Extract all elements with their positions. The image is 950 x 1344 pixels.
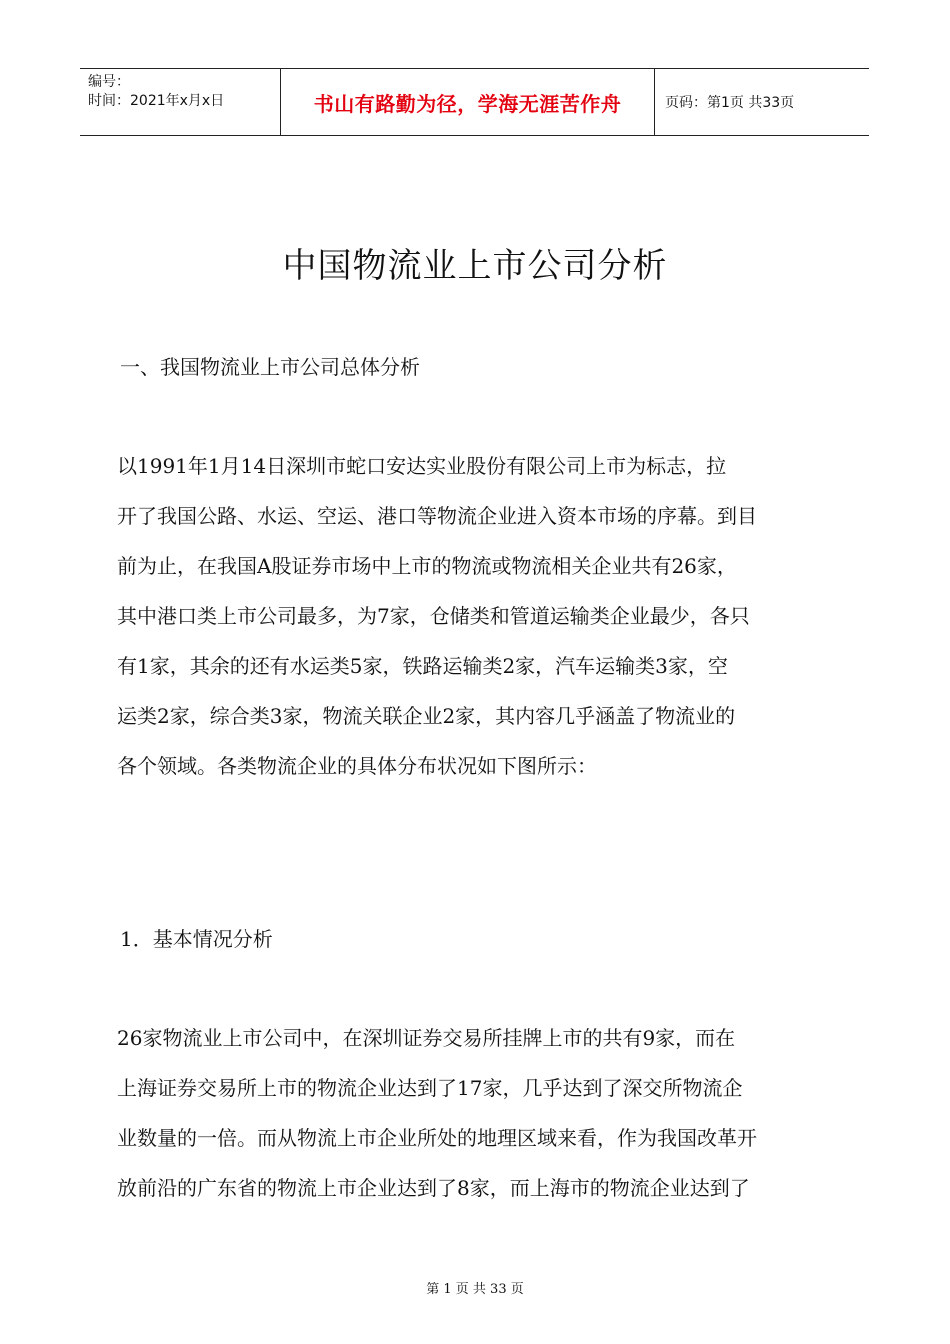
paragraph-line: 业数量的一倍。而从物流上市企业所处的地理区域来看，作为我国改革开 — [117, 1126, 757, 1150]
document-number-label: 编号： — [88, 74, 130, 90]
paragraph-line: 26家物流业上市公司中，在深圳证券交易所挂牌上市的共有9家，而在 — [117, 1026, 736, 1050]
paragraph-line: 前为止，在我国A股证券市场中上市的物流或物流相关企业共有26家， — [117, 554, 737, 578]
header-motto: 书山有路勤为径，学海无涯苦作舟 — [281, 69, 655, 135]
paragraph-line: 放前沿的广东省的物流上市企业达到了8家，而上海市的物流企业达到了 — [117, 1176, 750, 1200]
paragraph-basic — [117, 1020, 833, 1206]
paragraph-line: 上海证券交易所上市的物流企业达到了17家，几乎达到了深交所物流企 — [117, 1076, 743, 1100]
section-heading-basic: 1．基本情况分析 — [120, 927, 273, 951]
paragraph-line: 各个领域。各类物流企业的具体分布状况如下图所示： — [117, 754, 597, 778]
paragraph-line: 以1991年1月14日深圳市蛇口安达实业股份有限公司上市为标志，拉 — [117, 454, 727, 478]
paragraph-line: 运类2家，综合类3家，物流关联企业2家，其内容几乎涵盖了物流业的 — [117, 704, 736, 728]
section-heading-overall: 一、我国物流业上市公司总体分析 — [120, 355, 420, 379]
header-meta-cell — [80, 69, 281, 135]
document-time-label: 时间：2021年x月x日 — [88, 93, 225, 109]
header-page-label: 页码：第1页 共33页 — [665, 95, 795, 111]
header-table — [80, 68, 869, 136]
paragraph-line: 其中港口类上市公司最多，为7家，仓储类和管道运输类企业最少，各只 — [117, 604, 750, 628]
paragraph-overview — [117, 448, 833, 784]
page-footer: 第 1 页 共 33 页 — [426, 1282, 524, 1297]
paragraph-line: 有1家，其余的还有水运类5家，铁路运输类2家，汽车运输类3家，空 — [117, 654, 728, 678]
document-title: 中国物流业上市公司分析 — [282, 246, 668, 286]
paragraph-line: 开了我国公路、水运、空运、港口等物流企业进入资本市场的序幕。到目 — [117, 504, 757, 528]
